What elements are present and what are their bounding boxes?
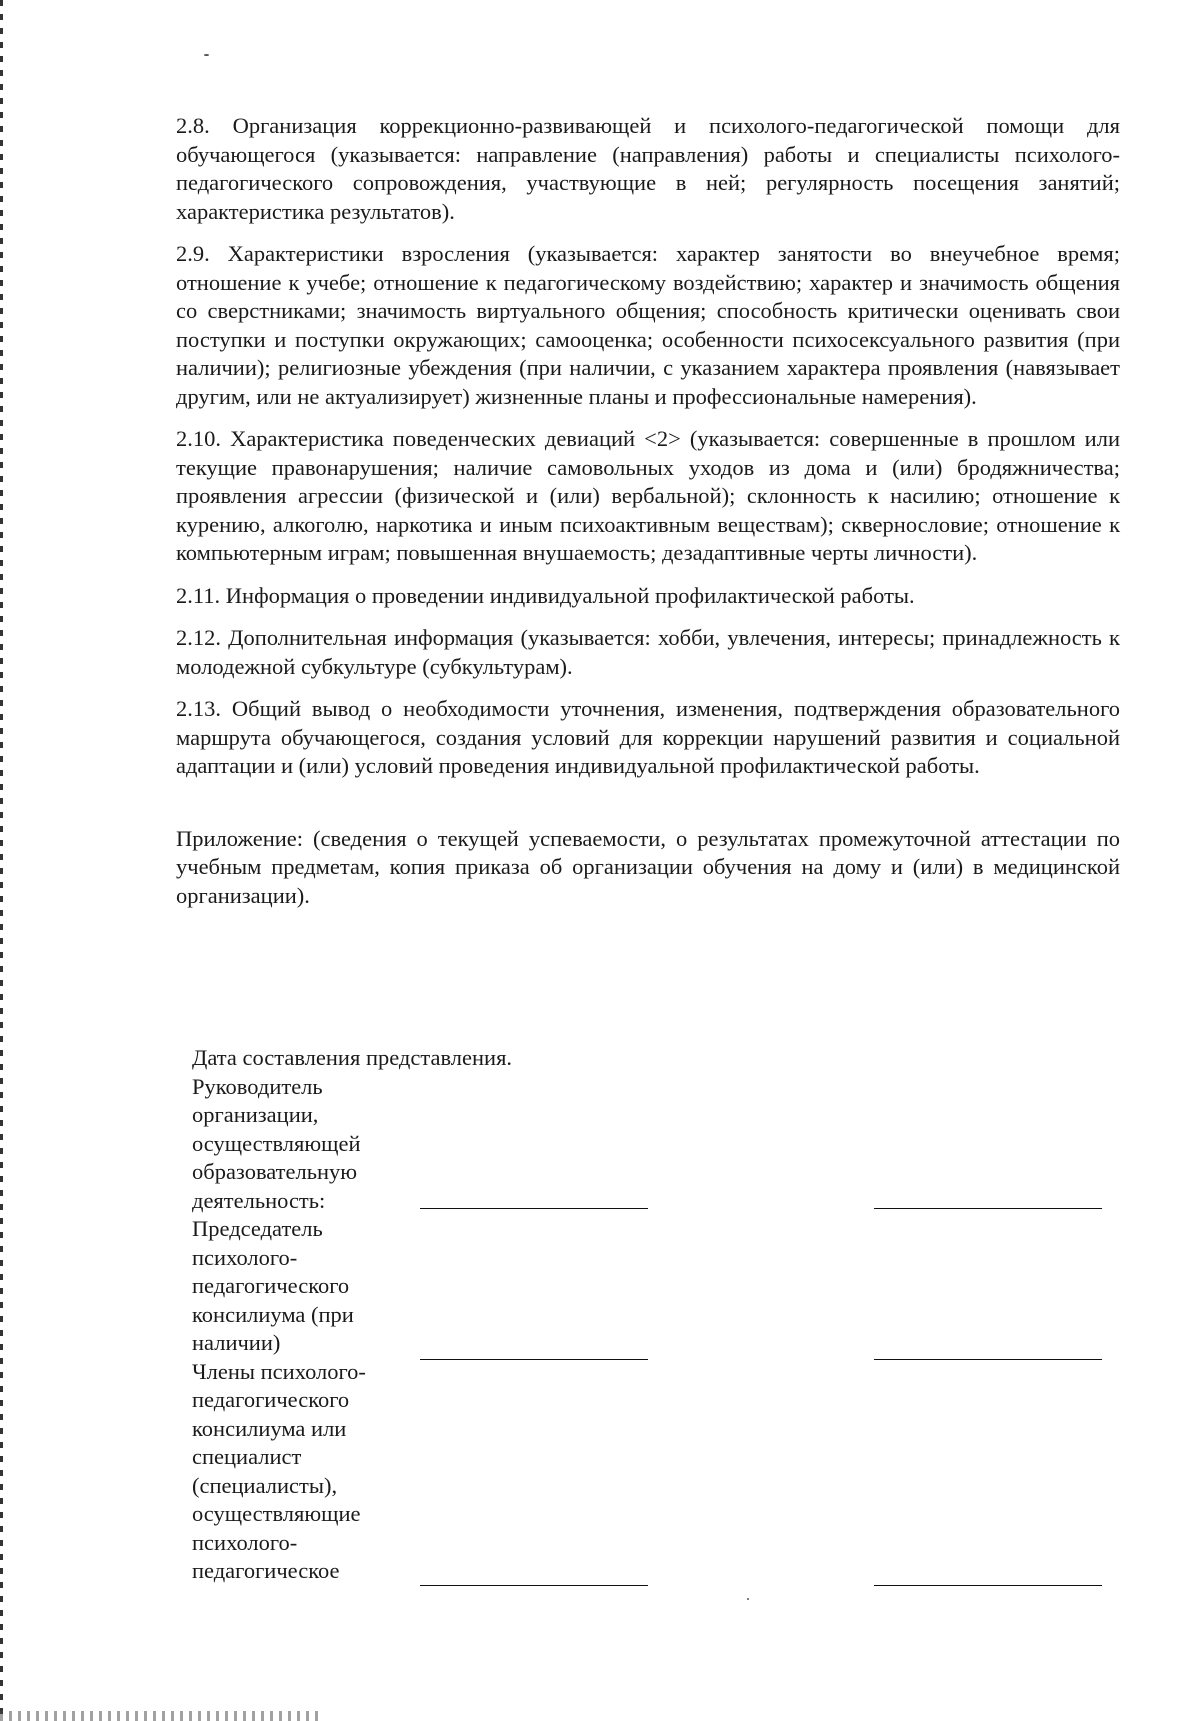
chair-label: Председатель психолого-педагогического консилиума (при наличии)	[192, 1216, 354, 1355]
head-signature-line[interactable]	[420, 1208, 648, 1209]
signature-row-head	[192, 1073, 1122, 1216]
head-name-line[interactable]	[874, 1208, 1102, 1209]
paragraph-2-12: 2.12. Дополнительная информация (указывается: хобби, увлечения, интересы; принадлежность к молодежной субкультуре (субкультурам).	[176, 625, 1120, 679]
members-label: Члены психолого-педагогического консилиума или специалист (специалисты), осуществляющие психолого-педагогическое	[192, 1358, 366, 1583]
paragraph-2-13: 2.13. Общий вывод о необходимости уточнения, изменения, подтверждения образовательного маршрута обучающегося, создания условий для коррекции нарушений развития и социальной адаптации и (или) условий проведения индивидуальной профилактической работы.	[176, 696, 1120, 778]
signature-row-members	[192, 1358, 1122, 1586]
scan-footer-noise	[0, 1711, 320, 1721]
members-name-line[interactable]	[874, 1585, 1102, 1586]
appendix-paragraph: Приложение: (сведения о текущей успеваемости, о результатах промежуточной аттестации по учебным предметам, копия приказа об организации обучения на дому и (или) в медицинской организации).	[176, 825, 1120, 908]
head-label: Руководитель организации, осуществляющей образовательную деятельность:	[192, 1073, 361, 1213]
scan-speck	[747, 1598, 749, 1600]
date-label: Дата составления представления.	[192, 1045, 513, 1070]
signature-block	[192, 1044, 1122, 1586]
paragraph-2-8: 2.8. Организация коррекционно-развивающей и психолого-педагогической помощи для обучающегося (указывается: направление (направления) работы и специалисты психолого-педагогического сопровождения, участвующие в ней; регулярность посещения занятий; характеристика результатов).	[176, 113, 1120, 224]
document-body	[176, 112, 1120, 924]
paragraph-2-9: 2.9. Характеристики взросления (указывается: характер занятости во внеучебное время; отношение к учебе; отношение к педагогическому воздействию; характер и значимость общения со сверстниками; значимость виртуального общения; способность критически оценивать свои поступки и поступки окружающих; самооценка; особенности психосексуального развития (при наличии); религиозные убеждения (при наличии, с указанием характера проявления (навязывает другим, или не актуализирует) жизненные планы и профессиональные намерения).	[176, 241, 1120, 409]
paragraph-2-10: 2.10. Характеристика поведенческих девиаций <2> (указывается: совершенные в прошлом или текущие правонарушения; наличие самовольных уходов из дома и (или) бродяжничества; проявления агрессии (физической и (или) вербальной); склонность к насилию; отношение к курению, алкоголю, наркотика и иным психоактивным веществам); сквернословие; отношение к компьютерным играм; повышенная внушаемость; дезадаптивные черты личности).	[176, 426, 1120, 565]
members-signature-line[interactable]	[420, 1585, 648, 1586]
scan-edge	[0, 0, 3, 1721]
signature-row-chair	[192, 1215, 1122, 1358]
scan-speck	[204, 54, 209, 56]
paragraph-2-11: 2.11. Информация о проведении индивидуальной профилактической работы.	[176, 582, 915, 608]
